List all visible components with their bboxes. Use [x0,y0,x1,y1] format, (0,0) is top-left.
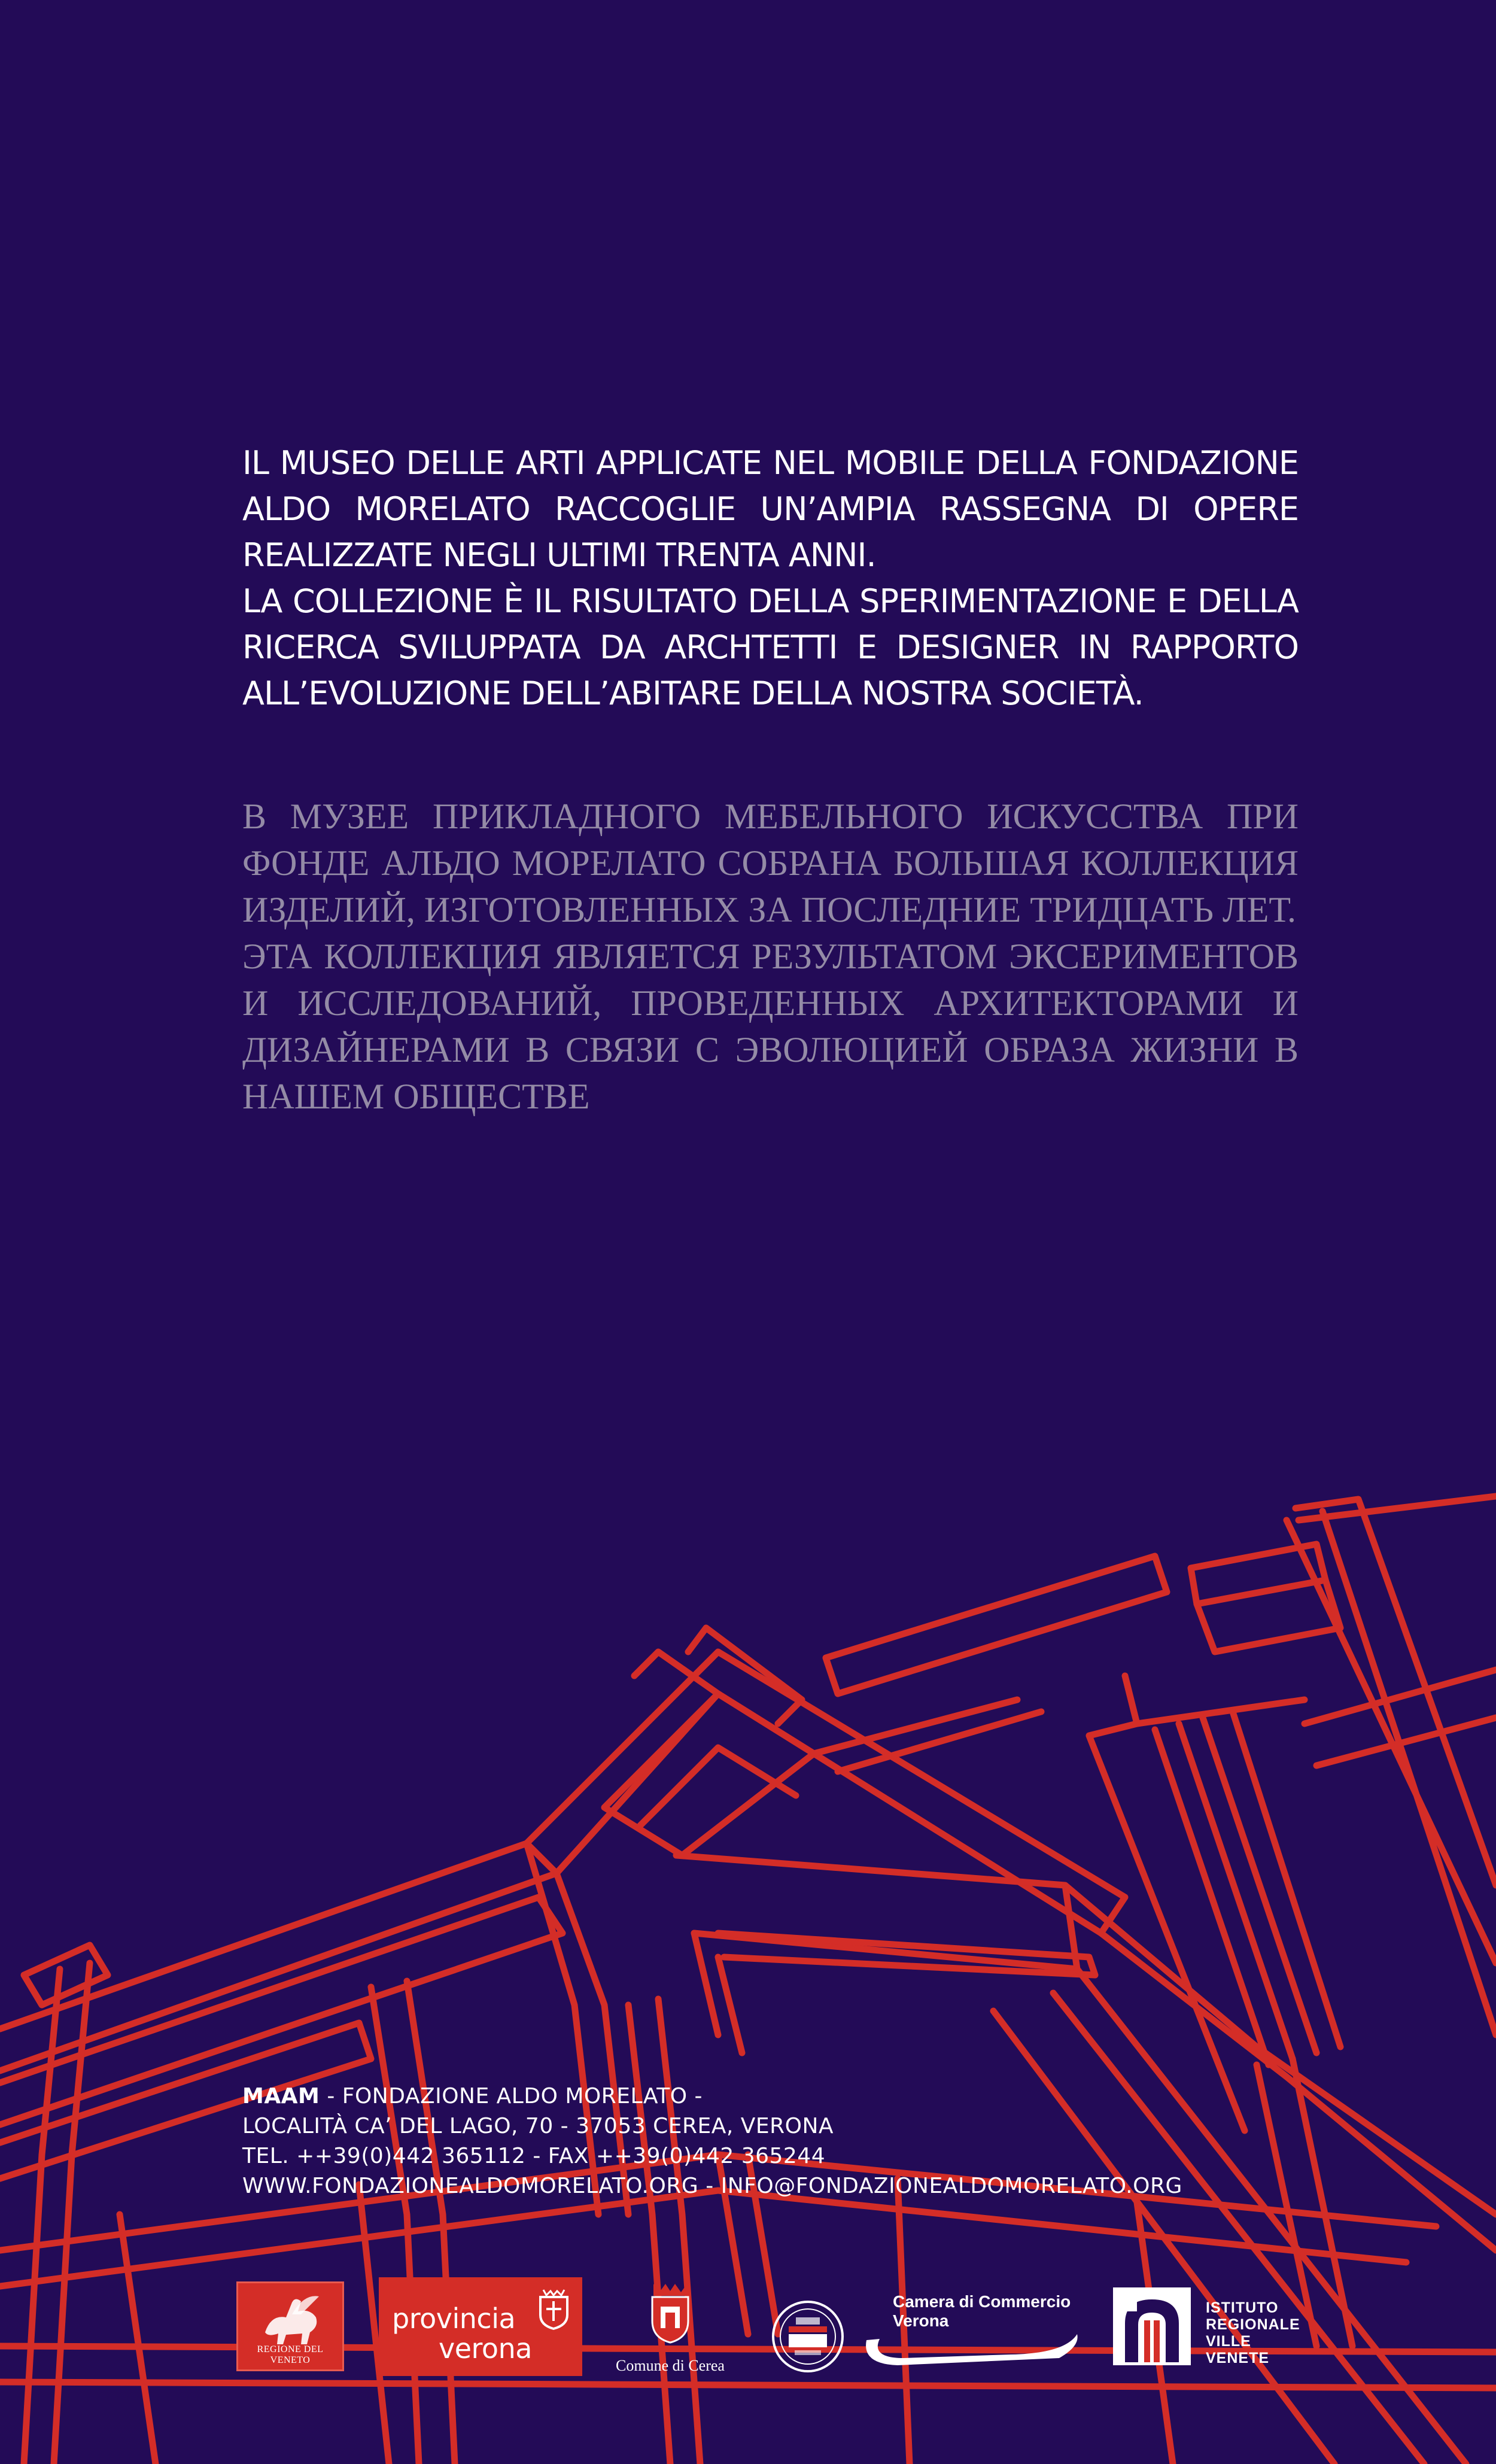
coat-of-arms-icon [537,2288,570,2330]
swoosh-icon [862,2316,1083,2376]
russian-paragraph-2: ЭТА КОЛЛЕКЦИЯ ЯВЛЯЕТСЯ РЕЗУЛЬТАТОМ ЭКСЕРИМЕНТОВ И ИССЛЕДОВАНИЙ, ПРОВЕДЕННЫХ АРХИТЕКТОРАМИ И ДИЗАЙНЕРАМИ В СВЯЗИ С ЭВОЛЮЦИЕЙ ОБРАЗА ЖИЗНИ В НАШЕМ ОБЩЕСТВЕ [242,937,1299,1116]
contact-line-1 [242,2082,1349,2111]
ville-line-1: ISTITUTO [1206,2299,1279,2316]
winged-lion-icon [259,2290,325,2350]
verona-word: verona [439,2332,532,2365]
ville-line-3: VILLE [1206,2333,1251,2350]
address-line: LOCALITÀ CA’ DEL LAGO, 70 - 37053 CEREA, VERONA [242,2114,834,2138]
italian-description [242,440,1299,716]
phone-fax-line: TEL. ++39(0)442 365112 - FAX ++39(0)442 365244 [242,2144,826,2168]
ville-text [1206,2299,1300,2366]
web-email-line[interactable]: WWW.FONDAZIONEALDOMORELATO.ORG - INFO@FONDAZIONEALDOMORELATO.ORG [242,2174,1182,2198]
round-seal-icon [771,2299,846,2374]
camera-line-1: Camera di Commercio [893,2292,1071,2311]
russian-description [242,793,1299,1120]
ville-line-4: VENETE [1206,2350,1270,2366]
provincia-verona-logo [379,2277,582,2376]
sponsor-logos [236,2274,1313,2382]
camera-line-2: Verona [893,2311,949,2330]
ville-venete-logo [1113,2287,1328,2377]
camera-commercio-logo [862,2292,1083,2376]
russian-paragraph-1: В МУЗЕЕ ПРИКЛАДНОГО МЕБЕЛЬНОГО ИСКУССТВА ПРИ ФОНДЕ АЛЬДО МОРЕЛАТО СОБРАНА БОЛЬШАЯ КОЛЛЕКЦИЯ ИЗДЕЛИЙ, ИЗГОТОВЛЕННЫХ ЗА ПОСЛЕДНИЕ ТРИДЦАТЬ ЛЕТ. [242,797,1299,929]
italian-paragraph-2: LA COLLEZIONE È IL RISULTATO DELLA SPERIMENTAZIONE E DELLA RICERCA SVILUPPATA DA ARCHTETTI E DESIGNER IN RAPPORTO ALL’EVOLUZIONE DELL’ABITARE DELLA NOSTRA SOCIETÀ. [242,582,1299,712]
cerea-caption: Comune di Cerea [616,2357,725,2374]
veneto-caption: REGIONE DEL VENETO [257,2344,324,2365]
villa-facade-icon [1113,2287,1191,2365]
comune-cerea-logo [610,2279,730,2378]
foundation-name: - FONDAZIONE ALDO MORELATO - [320,2084,703,2108]
ville-line-2: REGIONALE [1206,2316,1300,2333]
brand-name: MAAM [242,2084,320,2108]
coat-of-arms-icon [647,2279,693,2345]
provincia-word: provincia [392,2302,516,2335]
contact-info [242,2082,1349,2201]
italian-paragraph-1: IL MUSEO DELLE ARTI APPLICATE NEL MOBILE DELLA FONDAZIONE ALDO MORELATO RACCOGLIE UN’AMPIA RASSEGNA DI OPERE REALIZZATE NEGLI ULTIMI TRENTA ANNI. [242,444,1299,574]
regione-veneto-logo [236,2281,344,2371]
